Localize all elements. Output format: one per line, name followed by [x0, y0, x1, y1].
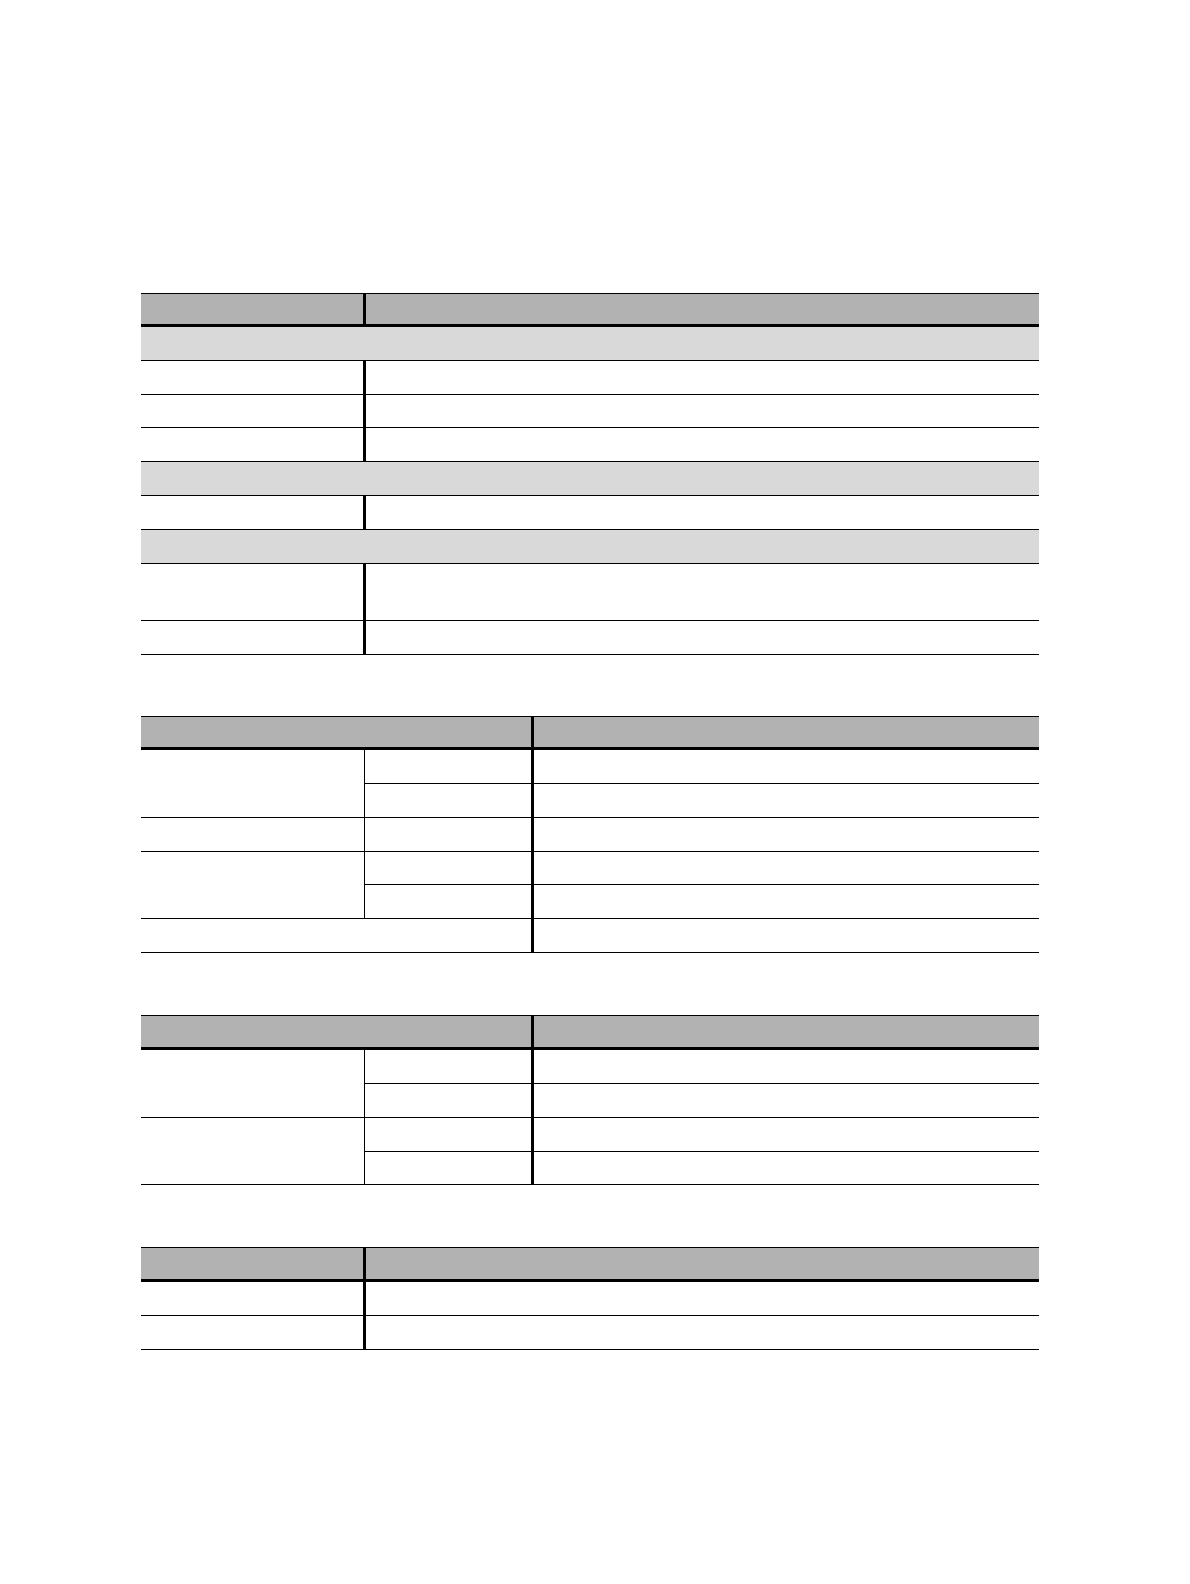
header-cell: [141, 1016, 531, 1047]
table-row: [141, 496, 1039, 530]
table-cell: [141, 1316, 363, 1349]
table-cell: [141, 750, 363, 783]
table-cell: [141, 1152, 363, 1184]
table-cell: [366, 1282, 1039, 1315]
table-cell: [366, 564, 1039, 620]
table-row: [141, 919, 1039, 953]
header-cell: [141, 294, 363, 324]
table-cell: [141, 919, 531, 952]
header-cell: [366, 1248, 1039, 1279]
header-cell: [366, 294, 1039, 324]
table-cell: [534, 784, 1039, 817]
table-cell: [365, 818, 531, 851]
table-cell: [366, 361, 1039, 394]
table-cell: [534, 919, 1039, 952]
table-header: [141, 293, 1039, 327]
table-row: [141, 1050, 1039, 1084]
table-cell: [141, 818, 363, 851]
table-row: [141, 885, 1039, 919]
table-3: [141, 1015, 1039, 1185]
section-title: [141, 327, 1039, 360]
table-cell: [534, 1084, 1039, 1117]
table-cell: [141, 395, 363, 427]
table-cell: [141, 1050, 363, 1083]
header-cell: [534, 1016, 1039, 1047]
table-cell: [365, 1118, 531, 1151]
section-title: [141, 530, 1039, 563]
table-cell: [365, 750, 531, 783]
header-cell: [141, 1248, 363, 1279]
table-cell: [534, 1152, 1039, 1184]
table-cell: [141, 1084, 363, 1117]
table-header: [141, 1015, 1039, 1050]
table-cell: [141, 621, 363, 654]
table-row: [141, 1118, 1039, 1152]
section-row: [141, 462, 1039, 496]
table-4: [141, 1247, 1039, 1350]
table-cell: [534, 852, 1039, 884]
table-row: [141, 621, 1039, 655]
table-cell: [141, 564, 363, 620]
table-cell: [365, 784, 531, 817]
table-cell: [141, 361, 363, 394]
header-cell: [141, 717, 531, 747]
table-row: [141, 750, 1039, 784]
table-cell: [141, 428, 363, 461]
table-2: [141, 716, 1039, 953]
table-cell: [365, 1050, 531, 1083]
table-cell: [365, 852, 531, 884]
table-row: [141, 818, 1039, 852]
table-cell: [366, 496, 1039, 529]
table-body: [141, 1050, 1039, 1185]
header-cell: [534, 717, 1039, 747]
table-1: [141, 293, 1039, 655]
table-cell: [141, 1118, 363, 1151]
table-cell: [534, 750, 1039, 783]
section-row: [141, 327, 1039, 361]
table-cell: [365, 1084, 531, 1117]
table-cell: [366, 1316, 1039, 1349]
section-row: [141, 530, 1039, 564]
table-row: [141, 1084, 1039, 1118]
table-cell: [141, 496, 363, 529]
table-row: [141, 361, 1039, 395]
table-cell: [141, 885, 363, 918]
table-cell: [365, 885, 531, 918]
table-row: [141, 784, 1039, 818]
table-cell: [534, 885, 1039, 918]
table-cell: [534, 1050, 1039, 1083]
table-row: [141, 1282, 1039, 1316]
table-cell: [141, 1282, 363, 1315]
table-cell: [534, 1118, 1039, 1151]
table-row: [141, 852, 1039, 885]
table-cell: [366, 621, 1039, 654]
table-row: [141, 1152, 1039, 1185]
table-row: [141, 564, 1039, 621]
table-row: [141, 395, 1039, 428]
section-title: [141, 462, 1039, 495]
table-body: [141, 750, 1039, 953]
table-cell: [534, 818, 1039, 851]
table-row: [141, 428, 1039, 462]
table-row: [141, 1316, 1039, 1350]
table-header: [141, 1247, 1039, 1282]
table-header: [141, 716, 1039, 750]
table-cell: [141, 784, 363, 817]
table-cell: [366, 428, 1039, 461]
table-cell: [141, 852, 363, 884]
table-cell: [365, 1152, 531, 1184]
table-cell: [366, 395, 1039, 427]
